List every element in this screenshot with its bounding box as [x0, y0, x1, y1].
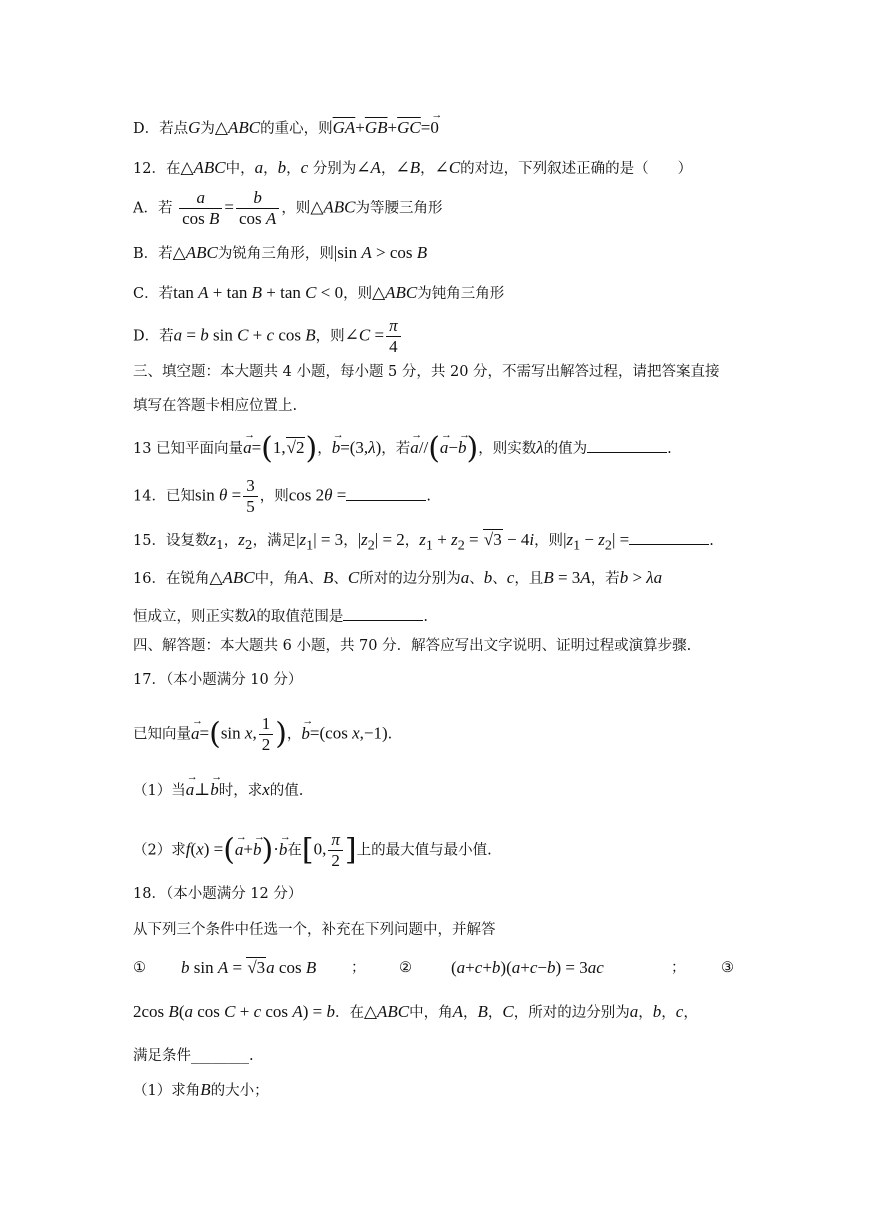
option-d-centroid: D．若点G为△ABC的重心，则$\overline{GA}+\overline{GB}+\overline{GC}=\to 0$: [133, 118, 439, 139]
question-18-condition-3: 2cos B(a cos C + c cos A) = b．在△ABC中，角A，B，C，所对的边分别为a，b，c，: [133, 1002, 698, 1021]
question-18-part1: （1）求角B的大小；: [133, 1080, 269, 1099]
answer-blank-13: [587, 436, 667, 453]
question-16-cont: 恒成立，则正实数λ的取值范围是 .: [133, 606, 428, 625]
question-12: 12．在△ABC中，a，b，c 分别为∠A，∠B，∠C的对边，下列叙述正确的是（ ）: [133, 158, 693, 177]
section-3-heading-cont: 填写在答题卡相应位置上.: [133, 398, 298, 414]
option-12c: C．若tan A + tan B + tan C < 0，则△ABC为钝角三角形: [133, 283, 505, 302]
question-13: 13 已知平面向量→ a=(1,√2)，→ b=(3,λ)，若→ a//(→ a−→ b)，则实数λ的值为 .: [133, 436, 672, 459]
question-16: 16．在锐角△ABC中，角A、B、C所对的边分别为a、b、c，且B = 3A，若b > λa: [133, 568, 663, 587]
answer-blank-15: [629, 528, 709, 545]
question-17-part1: （1）当→ a⊥→ b时，求x的值.: [133, 780, 303, 801]
question-18-blank-line: 满足条件________.: [133, 1048, 254, 1064]
option-12d: D．若a = b sin C + c cos B，则∠C = $\frac{\pi}{4}$: [133, 316, 403, 357]
answer-blank-16: [343, 604, 423, 621]
question-17-title: 17．（本小题满分 10 分）: [133, 672, 303, 688]
question-17-stem: 已知向量→ a=(sin x, $\frac{1}{2}$ )，→ b=(cos x,−1).: [133, 714, 392, 755]
question-18-stem: 从下列三个条件中任选一个，补充在下列问题中，并解答: [133, 922, 496, 938]
question-18-conditions: ① b sin A = √3a cos B ； ② (a+c+b)(a+c−b) = 3ac ； ③: [133, 958, 734, 977]
option-12b: B．若△ABC为锐角三角形，则|sin A > cos B: [133, 243, 428, 262]
question-18-title: 18．（本小题满分 12 分）: [133, 886, 303, 902]
question-17-part2: （2）求f(x) =(→ a+→ b)·→ b在[0, $\frac{\pi}{2}$ ]上的最大值与最小值.: [133, 830, 492, 871]
option-12a: A．若 $\frac{a}{\text{cos B}}$ = $\frac{b}{\text{cos A}}$ ，则△ABC为等腰三角形: [133, 188, 443, 228]
question-14: 14．已知sin θ = $\frac{3}{5}$ ，则cos 2θ = .: [133, 476, 431, 516]
answer-blank-14: [346, 484, 426, 501]
section-3-heading: 三、填空题：本大题共 4 小题，每小题 5 分，共 20 分，不需写出解答过程，请把答案直接: [133, 364, 720, 380]
section-4-heading: 四、解答题：本大题共 6 小题，共 70 分．解答应写出文字说明、证明过程或演算步骤.: [133, 638, 692, 654]
question-15: 15．设复数$z_1$，$z_2$，满足$|z_1| = 3$，$|z_2| = 2$，$z_1 + z_2 = √3 - 4i$，则$|z_1 - z_2|$ = .: [133, 530, 714, 554]
